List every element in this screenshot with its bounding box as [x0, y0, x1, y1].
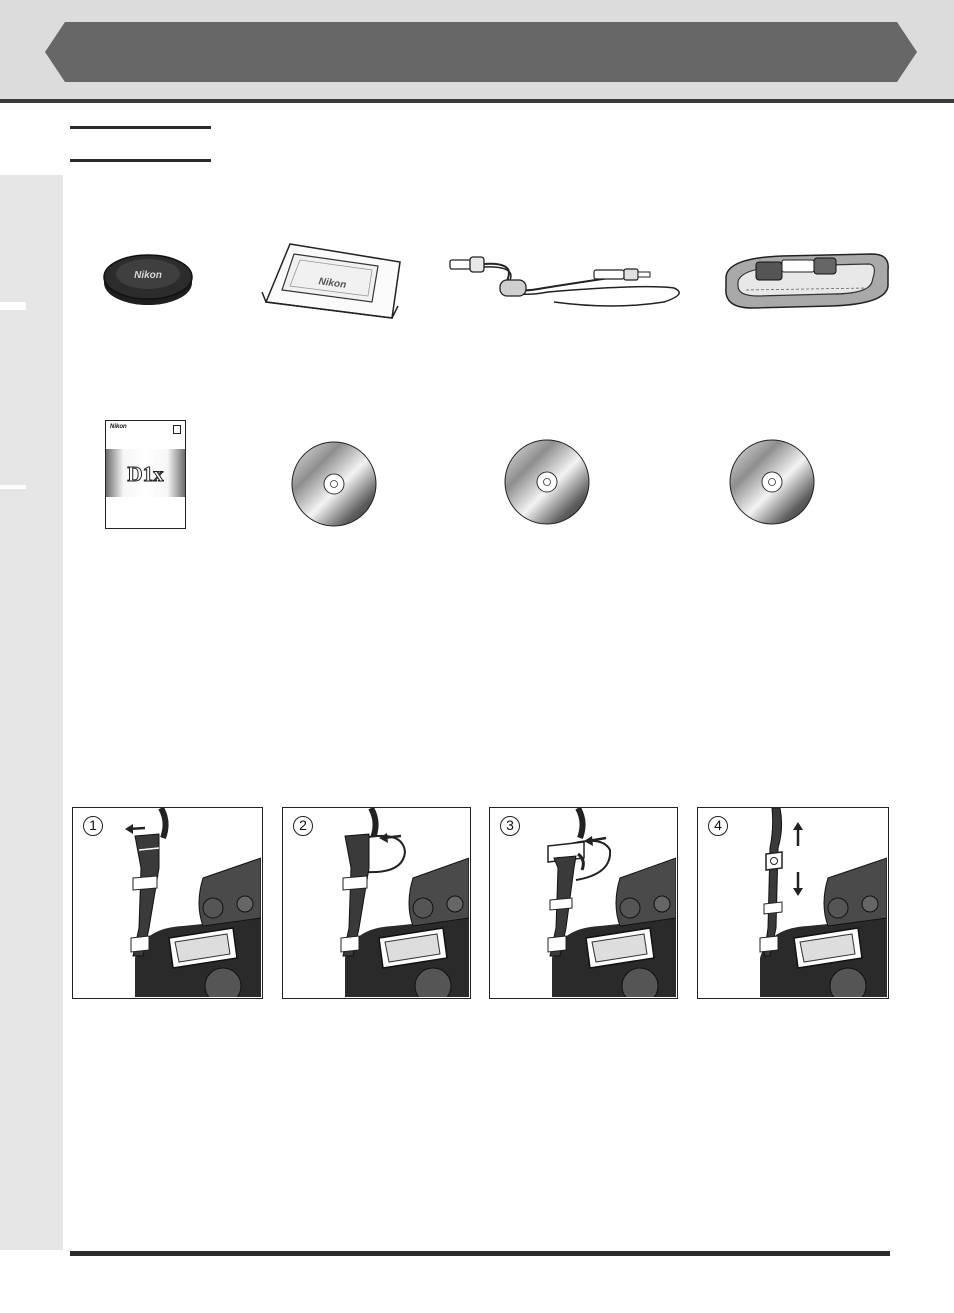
cd-rom-icon [504, 439, 590, 525]
monitor-cover-logo: Nikon [317, 276, 347, 291]
strap-step-icon [490, 808, 676, 997]
cd-rom-icon [729, 439, 815, 525]
body-cap-logo: Nikon [134, 270, 162, 281]
footer-rule [70, 1251, 890, 1256]
side-tab [0, 175, 63, 1250]
video-cable-icon [444, 244, 688, 312]
strap-step-icon [698, 808, 887, 997]
strap-step-2 [282, 807, 471, 999]
strap-step-1 [72, 807, 263, 999]
strap-step-3 [489, 807, 678, 999]
step-number: 2 [293, 816, 313, 836]
manual-corner-box [173, 425, 181, 434]
strap-step-icon [283, 808, 469, 997]
manual-icon [105, 420, 186, 529]
heading-underline [70, 126, 211, 129]
strap-icon [722, 248, 892, 314]
side-tab-divider [0, 485, 26, 489]
strap-step-icon [73, 808, 261, 997]
body-cap-icon [100, 245, 196, 307]
heading-underline [70, 159, 211, 162]
step-number: 3 [500, 816, 520, 836]
header-rule [0, 99, 954, 103]
side-tab-divider [0, 302, 26, 310]
monitor-cover-icon [260, 240, 408, 322]
cd-rom-icon [291, 441, 377, 527]
manual-model: D1x [127, 462, 164, 486]
manual-brand: Nikon [110, 424, 127, 430]
strap-step-4 [697, 807, 889, 999]
step-number: 1 [83, 816, 103, 836]
step-number: 4 [708, 816, 728, 836]
header-banner [45, 22, 917, 82]
